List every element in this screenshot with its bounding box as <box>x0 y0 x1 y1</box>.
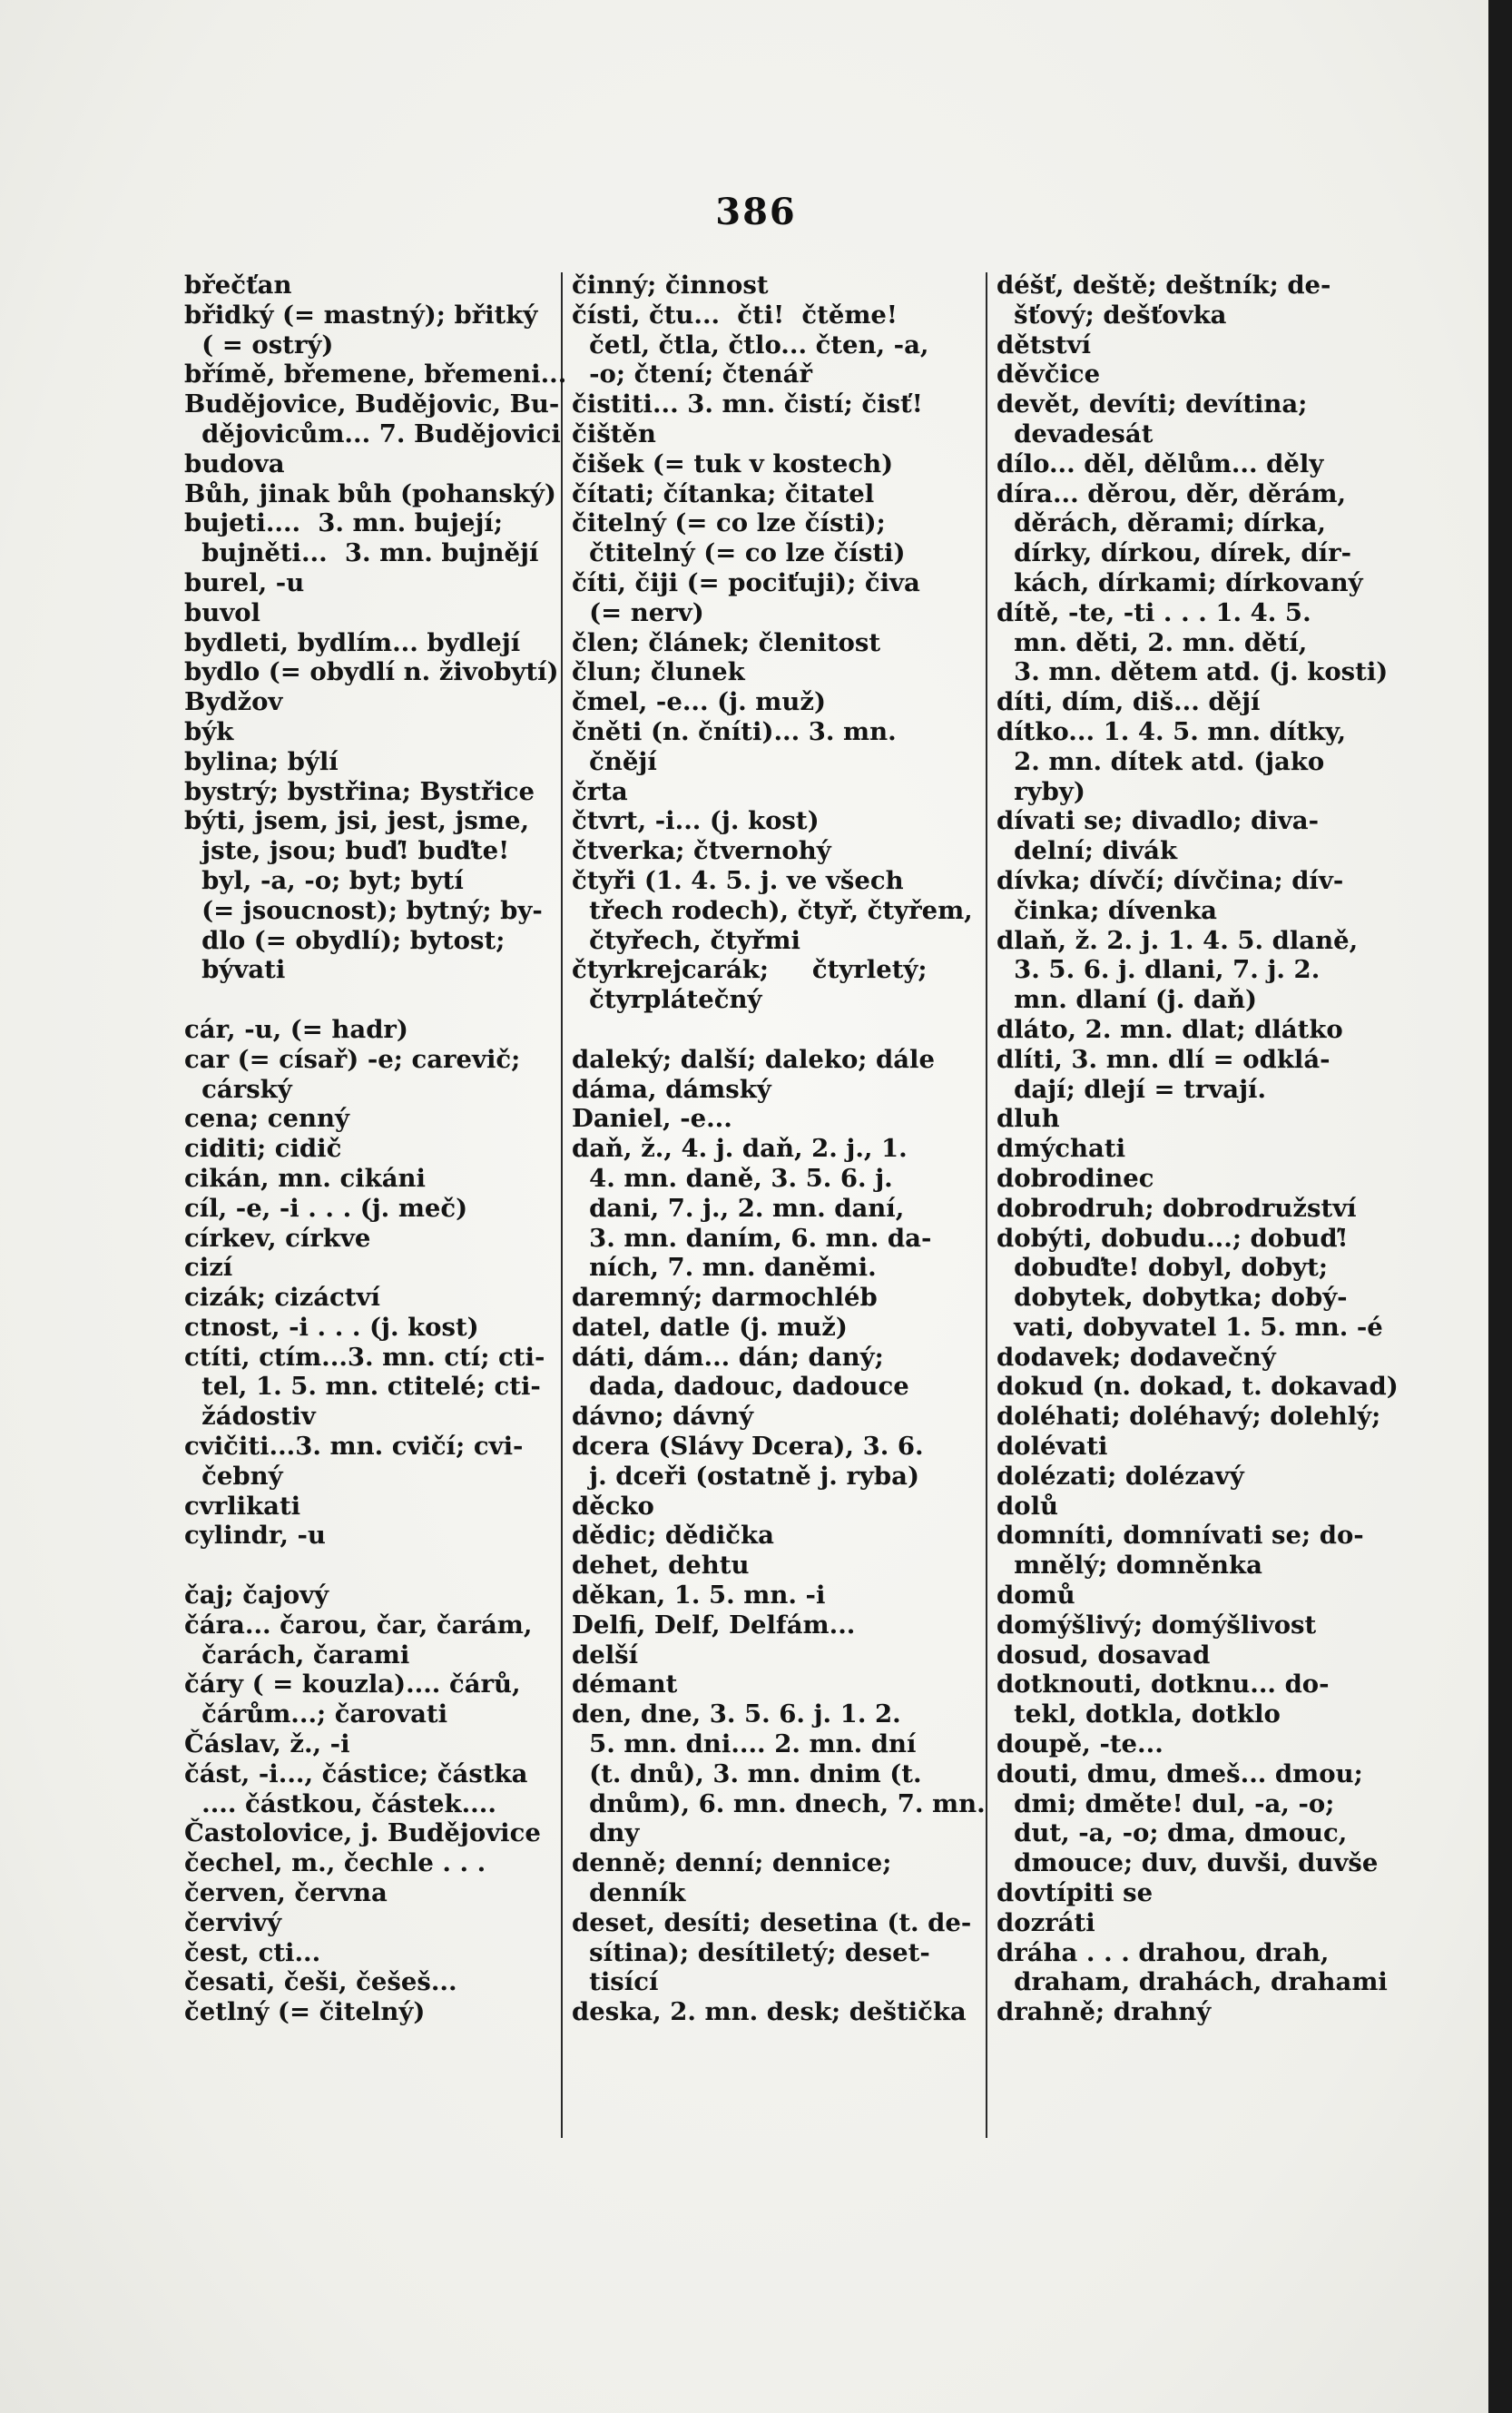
entry-line: čišek (= tuk v kostech) <box>572 448 894 478</box>
entry-line: 3. 5. 6. j. dlani, 7. j. 2. <box>997 955 1321 985</box>
entry-line: dmýchati <box>997 1134 1126 1164</box>
entry-line: deska, 2. mn. desk; deštička <box>572 1997 967 2027</box>
entry-line: červen, června <box>184 1878 388 1908</box>
entry-line: čtitelný (= co lze čísti) <box>572 538 906 568</box>
entry-line: dny <box>572 1818 640 1848</box>
entry-line: dobuďte! dobyl, dobyt; <box>997 1253 1329 1283</box>
entry-line: býti, jsem, jsi, jest, jsme, <box>184 806 530 836</box>
entry-line: dani, 7. j., 2. mn. daní, <box>572 1193 905 1223</box>
entry-line: bystrý; bystřina; Bystřice <box>184 776 535 806</box>
page-number: 386 <box>715 191 797 233</box>
entry-line: břečťan <box>184 271 292 300</box>
entry-line: dokud (n. dokad, t. dokavad) <box>997 1372 1399 1402</box>
entry-line: dědic; dědička <box>572 1521 774 1551</box>
column-middle <box>572 271 986 2027</box>
scan-edge <box>1488 0 1512 2413</box>
entry-line: cena; cenný <box>184 1104 349 1134</box>
entry-line: bujněti... 3. mn. bujnějí <box>184 538 539 568</box>
entry-line: činka; dívenka <box>997 895 1217 925</box>
entry-line: Čáslav, ž., -i <box>184 1729 350 1759</box>
entry-line: dolévati <box>997 1432 1108 1462</box>
entry-line: cvrlikati <box>184 1491 301 1521</box>
entry-line: byl, -a, -o; byt; bytí <box>184 865 464 895</box>
entry-line: Bůh, jinak bůh (pohanský) <box>184 478 556 508</box>
entry-line: domů <box>997 1581 1075 1610</box>
entry-line: deset, desíti; desetina (t. de- <box>572 1907 972 1937</box>
entry-line: břidký (= mastný); břitký <box>184 300 538 330</box>
entry-line: ctíti, ctím...3. mn. ctí; cti- <box>184 1342 545 1372</box>
entry-line: datel, datle (j. muž) <box>572 1312 848 1342</box>
entry-line: mnělý; domněnka <box>997 1551 1262 1581</box>
entry-line: den, dne, 3. 5. 6. j. 1. 2. <box>572 1699 901 1729</box>
entry-line: doupě, -te... <box>997 1729 1163 1759</box>
entry-line: čára... čarou, čar, čarám, <box>184 1610 533 1640</box>
entry-line: díti, dím, diš... dějí <box>997 687 1261 717</box>
entry-line: čebný <box>184 1461 283 1491</box>
entry-line: cizák; cizáctví <box>184 1283 380 1313</box>
entry-line: 4. mn. daně, 3. 5. 6. j. <box>572 1163 893 1193</box>
entry-line: devadesát <box>997 419 1154 448</box>
entry-line: domníti, domnívati se; do- <box>997 1521 1364 1551</box>
entry-line: .... částkou, částek.... <box>184 1788 496 1818</box>
entry-line: dílo... děl, dělům... děly <box>997 448 1324 478</box>
entry-line: cíl, -e, -i . . . (j. meč) <box>184 1193 468 1223</box>
entry-line: dívati se; divadlo; diva- <box>997 806 1320 836</box>
entry-line: čnějí <box>572 746 657 776</box>
entry-line: šťový; dešťovka <box>997 300 1227 330</box>
entry-line: žádostiv <box>184 1402 316 1432</box>
entry-line: dají; dlejí = trvají. <box>997 1074 1267 1104</box>
entry-line: 3. mn. daním, 6. mn. da- <box>572 1223 932 1253</box>
entry-line: déšť, deště; deštník; de- <box>997 271 1331 300</box>
entry-line: dluh <box>997 1104 1060 1134</box>
entry-line: dotknouti, dotknu... do- <box>997 1669 1330 1699</box>
entry-line: doléhati; doléhavý; dolehlý; <box>997 1402 1381 1432</box>
entry-line: Budějovice, Budějovic, Bu- <box>184 389 560 419</box>
entry-line: bývati <box>184 955 286 985</box>
entry-line: čtverka; čtvernohý <box>572 836 831 866</box>
entry-line: čechel, m., čechle . . . <box>184 1848 486 1878</box>
entry-line: ( = ostrý) <box>184 330 334 359</box>
entry-line: cár, -u, (= hadr) <box>184 1014 408 1044</box>
entry-line: dláto, 2. mn. dlat; dlátko <box>997 1014 1343 1044</box>
entry-line: budova <box>184 448 285 478</box>
entry-line: dráha . . . drahou, drah, <box>997 1937 1330 1967</box>
entry-line: Častolovice, j. Budějovice <box>184 1818 541 1848</box>
entry-line: dávno; dávný <box>572 1402 754 1432</box>
entry-line: čest, cti... <box>184 1937 321 1967</box>
entry-line: denník <box>572 1878 686 1908</box>
entry-line: břímě, břemene, břemeni... <box>184 359 567 389</box>
entry-line: dehet, dehtu <box>572 1551 750 1581</box>
entry-line: Daniel, -e... <box>572 1104 732 1134</box>
entry-line: delší <box>572 1640 639 1669</box>
entry-line: čněti (n. čníti)... 3. mn. <box>572 716 897 746</box>
entry-line: čáry ( = kouzla).... čárů, <box>184 1669 521 1699</box>
entry-line: tisící <box>572 1967 659 1997</box>
entry-line: 2. mn. dítek atd. (jako <box>997 746 1325 776</box>
entry-line: Bydžov <box>184 687 283 717</box>
entry-line: dlaň, ž. 2. j. 1. 4. 5. dlaně, <box>997 925 1359 955</box>
entry-line: mn. děti, 2. mn. dětí, <box>997 627 1308 657</box>
entry-line: dáma, dámský <box>572 1074 771 1104</box>
entry-line: 5. mn. dni.... 2. mn. dní <box>572 1729 917 1759</box>
entry-line: dmi; dměte! dul, -a, -o; <box>997 1788 1335 1818</box>
entry-line: daleký; další; daleko; dále <box>572 1044 935 1074</box>
entry-line: (= nerv) <box>572 597 704 627</box>
entry-line: čtyrplátečný <box>572 985 762 1015</box>
entry-line: bujeti.... 3. mn. bujejí; <box>184 508 504 538</box>
entry-line: čistiti... 3. mn. čistí; čisť! <box>572 389 923 419</box>
entry-line: čítati; čítanka; čitatel <box>572 478 875 508</box>
entry-line: dolézati; dolézavý <box>997 1461 1244 1491</box>
entry-line: čmel, -e... (j. muž) <box>572 687 826 717</box>
entry-line: ciditi; cidič <box>184 1134 342 1164</box>
entry-line: dívka; dívčí; dívčina; dív- <box>997 865 1344 895</box>
entry-line <box>184 985 566 1015</box>
entry-line: tel, 1. 5. mn. ctitelé; cti- <box>184 1372 541 1402</box>
entry-line: démant <box>572 1669 678 1699</box>
entry-line: cizí <box>184 1253 233 1283</box>
entry-line: črta <box>572 776 628 806</box>
entry-line: mn. dlaní (j. daň) <box>997 985 1258 1015</box>
entry-line: 3. mn. dětem atd. (j. kosti) <box>997 657 1389 687</box>
entry-line: děkan, 1. 5. mn. -i <box>572 1581 826 1610</box>
entry-line: čárům...; čarovati <box>184 1699 448 1729</box>
entry-line: cylindr, -u <box>184 1521 326 1551</box>
entry-line: daremný; darmochléb <box>572 1283 878 1313</box>
entry-line: činný; činnost <box>572 271 769 300</box>
entry-line: delní; divák <box>997 836 1178 866</box>
entry-line: člun; člunek <box>572 657 745 687</box>
entry-line: dut, -a, -o; dma, dmouc, <box>997 1818 1348 1848</box>
entry-line: čtyrkrejcarák; čtyrletý; <box>572 955 928 985</box>
entry-line: kách, dírkami; dírkovaný <box>997 567 1363 597</box>
entry-line: četl, čtla, čtlo... čten, -a, <box>572 330 929 359</box>
entry-line: drahně; drahný <box>997 1997 1212 2027</box>
entry-line: třech rodech), čtyř, čtyřem, <box>572 895 973 925</box>
entry-line: děrách, děrami; dírka, <box>997 508 1326 538</box>
column-divider-right <box>986 272 987 2138</box>
entry-line: douti, dmu, dmeš... dmou; <box>997 1758 1363 1788</box>
entry-line: četlný (= čitelný) <box>184 1997 426 2027</box>
entry-line: dírky, dírkou, dírek, dír- <box>997 538 1352 568</box>
entry-line: čísti, čtu... čti! čtěme! <box>572 300 898 330</box>
column-right <box>997 271 1399 2027</box>
column-left <box>184 271 566 2027</box>
entry-line: dovtípiti se <box>997 1878 1154 1908</box>
entry-line: dobrodruh; dobrodružství <box>997 1193 1357 1223</box>
entry-line: bylina; býlí <box>184 746 339 776</box>
entry-line: cvičiti...3. mn. cvičí; cvi- <box>184 1432 524 1462</box>
entry-line: dětství <box>997 330 1092 359</box>
entry-line: dmouce; duv, duvši, duvše <box>997 1848 1379 1878</box>
entry-line: čaj; čajový <box>184 1581 329 1610</box>
entry-line: tekl, dotkla, dotklo <box>997 1699 1281 1729</box>
entry-line: dlo (= obydlí); bytost; <box>184 925 506 955</box>
entry-line: domýšlivý; domýšlivost <box>997 1610 1317 1640</box>
entry-line: dějovicům... 7. Budějovici <box>184 419 561 448</box>
entry-line: čtvrt, -i... (j. kost) <box>572 806 820 836</box>
entry-line: děvčice <box>997 359 1101 389</box>
entry-line: dobrodinec <box>997 1163 1154 1193</box>
entry-line: cárský <box>184 1074 292 1104</box>
entry-line: býk <box>184 716 234 746</box>
entry-line: draham, drahách, drahami <box>997 1967 1388 1997</box>
entry-line: denně; denní; dennice; <box>572 1848 892 1878</box>
entry-line: dlíti, 3. mn. dlí = odklá- <box>997 1044 1330 1074</box>
entry-line: čarách, čarami <box>184 1640 410 1669</box>
entry-line: čištěn <box>572 419 656 448</box>
entry-line: díra... děrou, děr, děrám, <box>997 478 1347 508</box>
entry-line: j. dceři (ostatně j. ryba) <box>572 1461 919 1491</box>
entry-line: daň, ž., 4. j. daň, 2. j., 1. <box>572 1134 908 1164</box>
entry-line: dcera (Slávy Dcera), 3. 6. <box>572 1432 924 1462</box>
entry-line: devět, devíti; devítina; <box>997 389 1308 419</box>
entry-line: ních, 7. mn. daněmi. <box>572 1253 877 1283</box>
entry-line: sítina); desítiletý; deset- <box>572 1937 930 1967</box>
entry-line: červivý <box>184 1907 282 1937</box>
entry-line: (= jsoucnost); bytný; by- <box>184 895 543 925</box>
entry-line: dodavek; dodavečný <box>997 1342 1276 1372</box>
entry-line: číti, čiji (= pociťuji); čiva <box>572 567 920 597</box>
entry-line <box>572 1015 986 1045</box>
entry-line: Delfi, Delf, Delfám... <box>572 1610 856 1640</box>
entry-line: dnům), 6. mn. dnech, 7. mn. <box>572 1788 986 1818</box>
entry-line: dáti, dám... dán; daný; <box>572 1342 884 1372</box>
entry-line: ctnost, -i . . . (j. kost) <box>184 1312 479 1342</box>
entry-line: část, -i..., částice; částka <box>184 1758 528 1788</box>
entry-line: děcko <box>572 1491 654 1521</box>
entry-line: burel, -u <box>184 567 305 597</box>
entry-line: dobýti, dobudu...; dobuď! <box>997 1223 1349 1253</box>
entry-line: dosud, dosavad <box>997 1640 1211 1669</box>
entry-line: ryby) <box>997 776 1085 806</box>
entry-line <box>184 1551 566 1581</box>
entry-line: bydleti, bydlím... bydlejí <box>184 627 521 657</box>
entry-line: jste, jsou; buď! buďte! <box>184 836 510 866</box>
entry-line: bydlo (= obydlí n. živobytí) <box>184 657 559 687</box>
entry-line: česati, češi, češeš... <box>184 1967 457 1997</box>
entry-line: církev, církve <box>184 1223 371 1253</box>
entry-line: čtyři (1. 4. 5. j. ve všech <box>572 865 904 895</box>
entry-line: dada, dadouc, dadouce <box>572 1372 909 1402</box>
entry-line: čitelný (= co lze čísti); <box>572 508 886 538</box>
entry-line: člen; článek; členitost <box>572 627 881 657</box>
entry-line: dítě, -te, -ti . . . 1. 4. 5. <box>997 597 1311 627</box>
entry-line: car (= císař) -e; carevič; <box>184 1044 521 1074</box>
entry-line: (t. dnů), 3. mn. dnim (t. <box>572 1758 922 1788</box>
entry-line: buvol <box>184 597 260 627</box>
entry-line: dobytek, dobytka; dobý- <box>997 1283 1348 1313</box>
entry-line: čtyřech, čtyřmi <box>572 925 800 955</box>
entry-line: dozráti <box>997 1907 1095 1937</box>
entry-line: cikán, mn. cikáni <box>184 1163 426 1193</box>
entry-line: vati, dobyvatel 1. 5. mn. -é <box>997 1312 1383 1342</box>
entry-line: dolů <box>997 1491 1059 1521</box>
entry-line: -o; čtení; čtenář <box>572 359 812 389</box>
entry-line: dítko... 1. 4. 5. mn. dítky, <box>997 716 1347 746</box>
